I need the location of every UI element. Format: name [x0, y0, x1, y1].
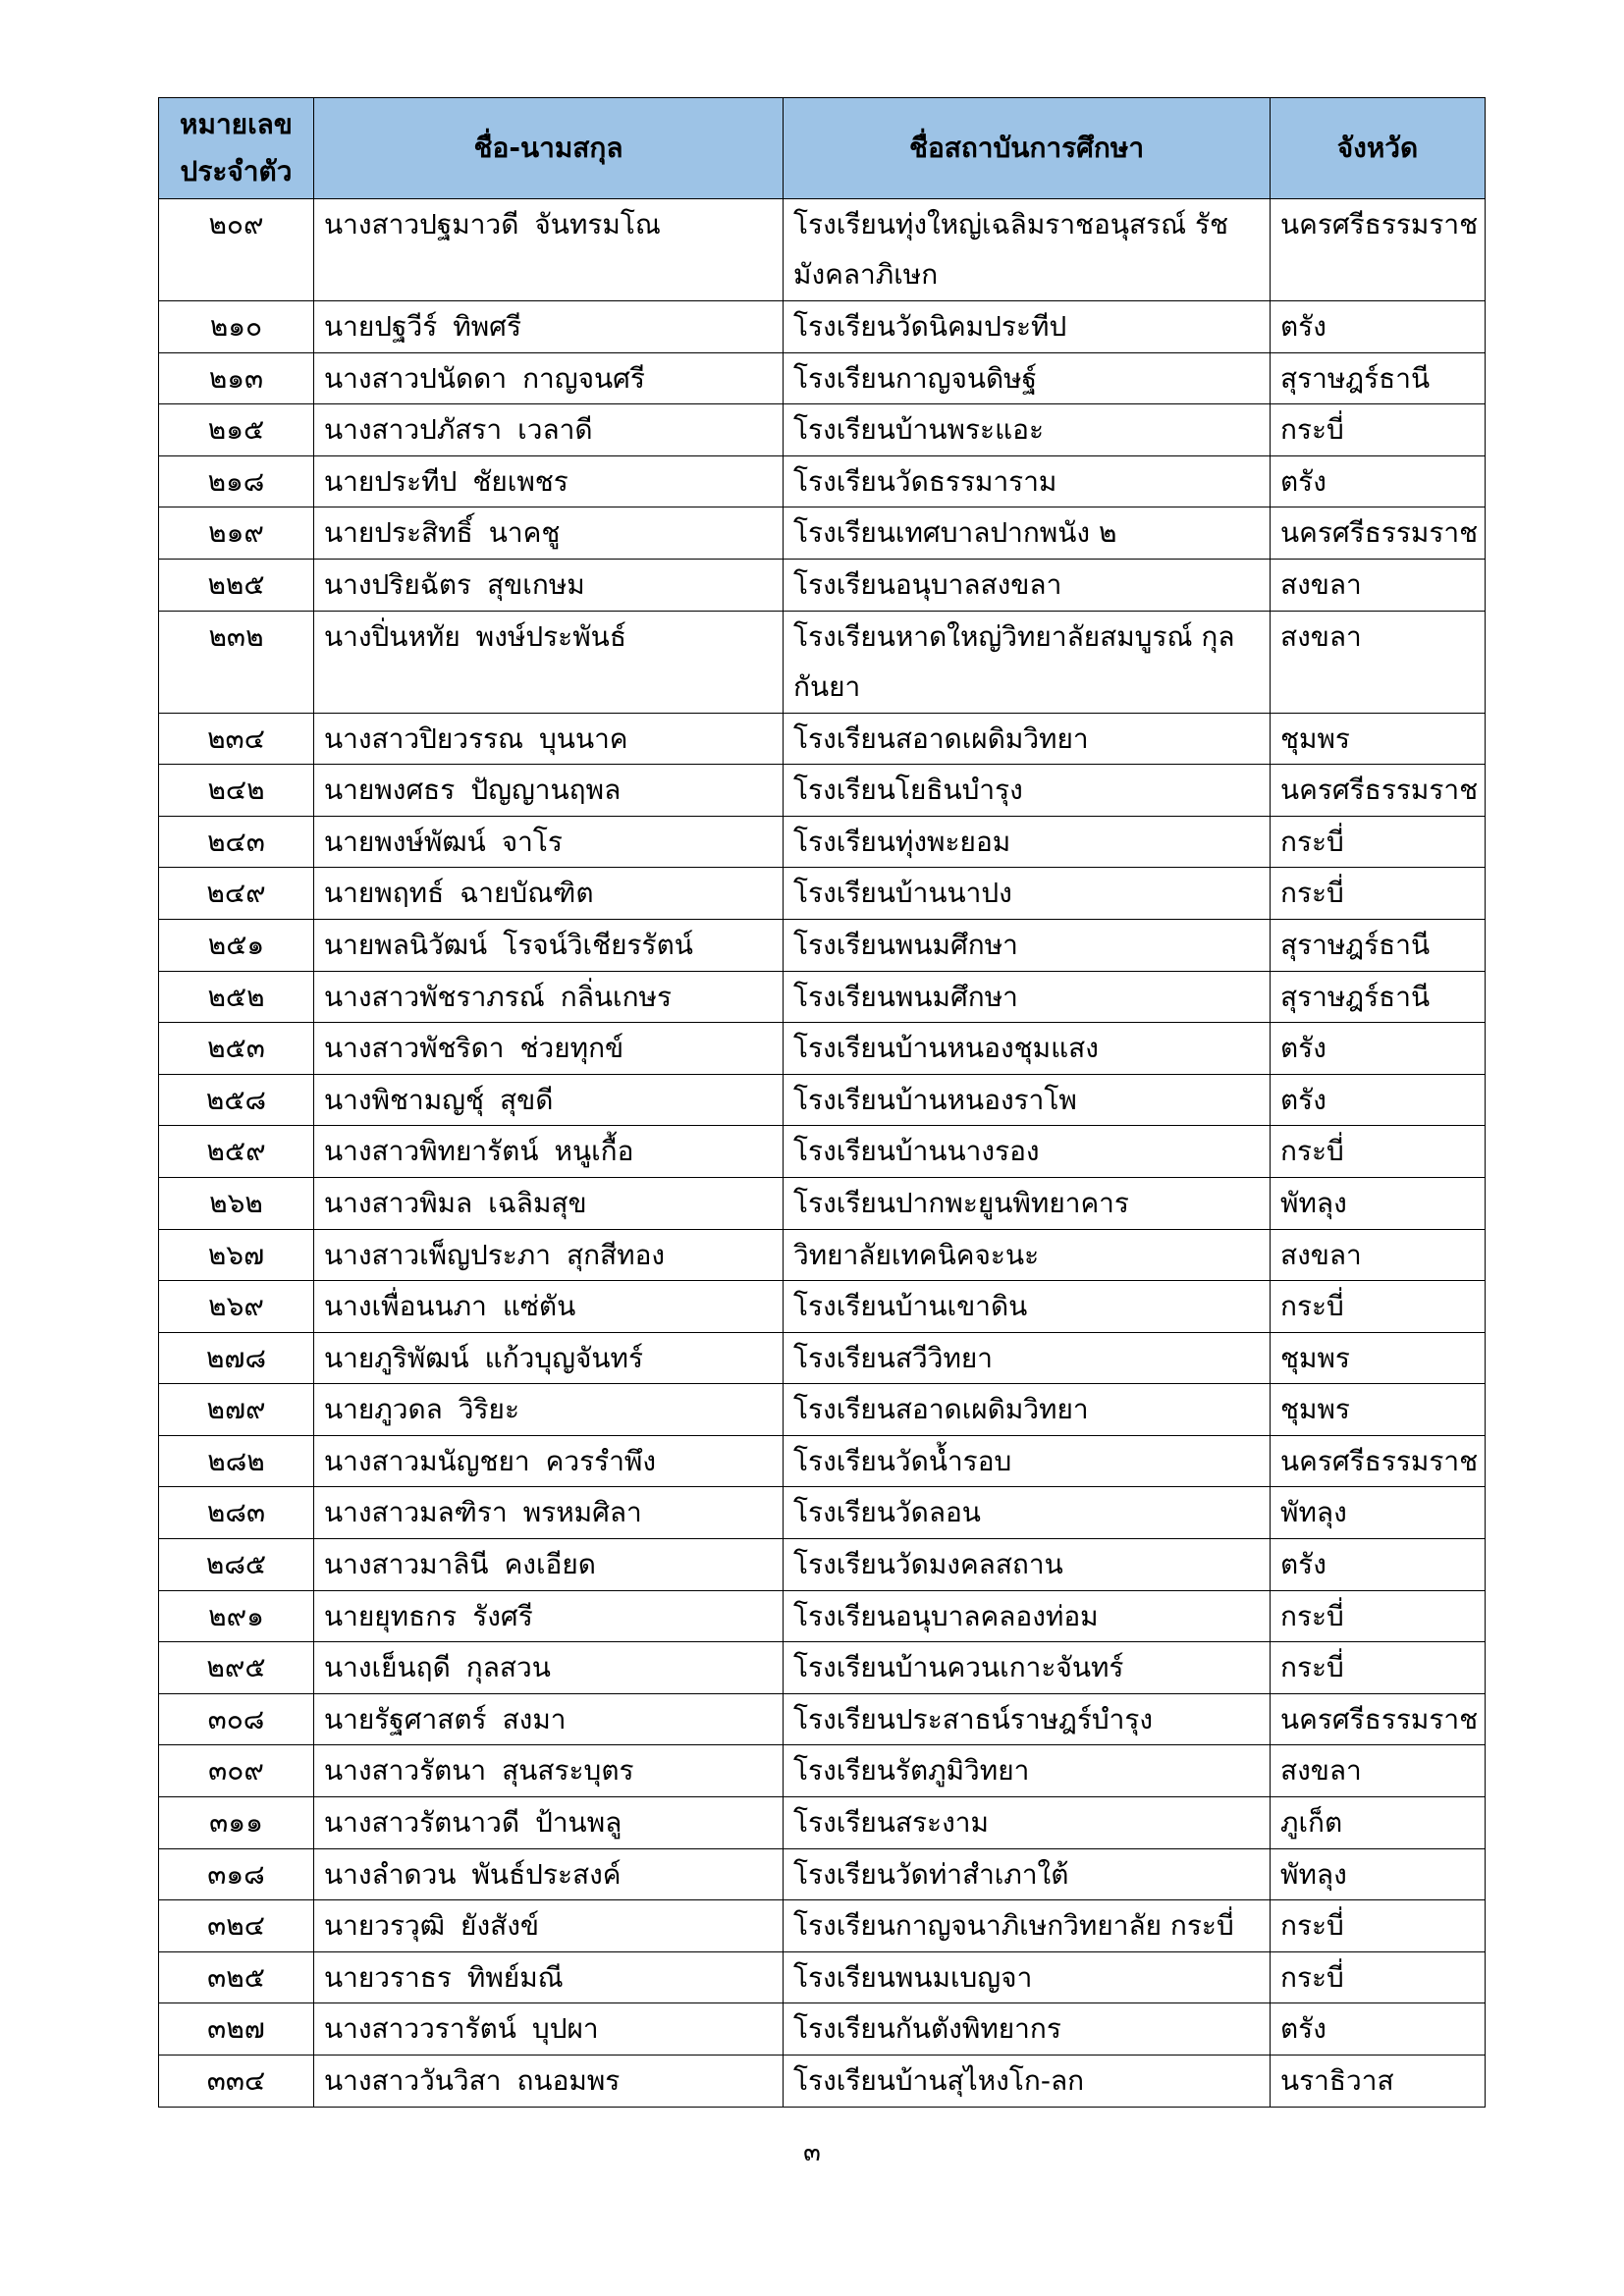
first-name: นายภูวดล: [324, 1393, 443, 1426]
cell-id: ๒๑๕: [159, 404, 314, 456]
cell-name: [314, 559, 784, 611]
first-name: นายประสิทธิ์: [324, 516, 473, 550]
cell-province: กระบี่: [1271, 1642, 1486, 1694]
cell-name: [314, 301, 784, 353]
table-row: [159, 713, 1486, 765]
first-name: นางสาวพัชริดา: [324, 1032, 505, 1065]
last-name: ชัยเพชร: [472, 464, 568, 498]
table-row: [159, 1281, 1486, 1333]
header-province: จังหวัด: [1271, 98, 1486, 199]
last-name: กลิ่นเกษร: [560, 980, 673, 1013]
cell-school: โรงเรียนพนมศึกษา: [784, 971, 1271, 1023]
first-name: นางเพื่อนนภา: [324, 1290, 487, 1323]
cell-province: สุราษฎร์ธานี: [1271, 352, 1486, 404]
table-row: [159, 352, 1486, 404]
table-row: [159, 404, 1486, 456]
table-row: [159, 559, 1486, 611]
cell-name: [314, 2056, 784, 2108]
cell-id: ๒๕๒: [159, 971, 314, 1023]
last-name: ถนอมพร: [516, 2064, 621, 2097]
cell-name: [314, 1177, 784, 1229]
cell-name: [314, 507, 784, 560]
cell-name: [314, 404, 784, 456]
cell-name: [314, 765, 784, 817]
first-name: นางเย็นฤดี: [324, 1651, 451, 1684]
last-name: แก้วบุญจันทร์: [484, 1341, 644, 1374]
first-name: นายวราธร: [324, 1960, 452, 1994]
cell-name: [314, 1539, 784, 1591]
cell-id: ๒๗๘: [159, 1332, 314, 1384]
first-name: นางสาวรัตนา: [324, 1754, 487, 1788]
table-row: [159, 1951, 1486, 2003]
cell-id: ๓๐๘: [159, 1693, 314, 1745]
last-name: หนูเกื้อ: [554, 1135, 634, 1168]
cell-school: โรงเรียนบ้านนาปง: [784, 868, 1271, 920]
cell-school: โรงเรียนวัดนิคมประทีป: [784, 301, 1271, 353]
cell-id: ๒๓๔: [159, 713, 314, 765]
last-name: โรจน์วิเชียรรัตน์: [503, 928, 693, 961]
cell-province: พัทลุง: [1271, 1848, 1486, 1900]
cell-name: [314, 1435, 784, 1487]
cell-province: นครศรีธรรมราช: [1271, 1435, 1486, 1487]
last-name: จันทรมโณ: [534, 208, 661, 240]
first-name: นางสาวปนัดดา: [324, 361, 508, 395]
last-name: ทิพย์มณี: [466, 1960, 564, 1994]
cell-province: กระบี่: [1271, 1590, 1486, 1642]
header-school: ชื่อสถาบันการศึกษา: [784, 98, 1271, 199]
first-name: นางสาวมาลินี: [324, 1548, 489, 1581]
last-name: ฉายบัณฑิต: [460, 877, 594, 910]
cell-id: ๒๕๑: [159, 919, 314, 971]
first-name: นางลำดวน: [324, 1857, 457, 1891]
cell-province: กระบี่: [1271, 868, 1486, 920]
last-name: ทิพศรี: [453, 310, 521, 343]
last-name: ควรรำพึง: [545, 1444, 657, 1477]
table-row: [159, 971, 1486, 1023]
last-name: นาคชู: [488, 516, 561, 550]
table-row: [159, 455, 1486, 507]
table-row: [159, 919, 1486, 971]
first-name: นายรัฐศาสตร์: [324, 1702, 487, 1735]
cell-school: โรงเรียนวัดมงคลสถาน: [784, 1539, 1271, 1591]
cell-name: [314, 352, 784, 404]
cell-province: สุราษฎร์ธานี: [1271, 919, 1486, 971]
cell-province: ตรัง: [1271, 1539, 1486, 1591]
cell-province: ชุมพร: [1271, 1384, 1486, 1436]
last-name: รังศรี: [472, 1599, 533, 1632]
cell-id: ๒๐๙: [159, 199, 314, 301]
cell-id: ๒๘๒: [159, 1435, 314, 1487]
cell-province: นครศรีธรรมราช: [1271, 199, 1486, 301]
cell-id: ๒๒๕: [159, 559, 314, 611]
cell-school: วิทยาลัยเทคนิคจะนะ: [784, 1229, 1271, 1281]
cell-id: ๒๔๒: [159, 765, 314, 817]
cell-school: โรงเรียนบ้านควนเกาะจันทร์: [784, 1642, 1271, 1694]
table-row: [159, 2003, 1486, 2056]
cell-name: [314, 868, 784, 920]
first-name: นางสาวพัชราภรณ์: [324, 980, 545, 1013]
cell-school: โรงเรียนประสาธน์ราษฎร์บำรุง: [784, 1693, 1271, 1745]
last-name: ช่วยทุกข์: [519, 1032, 624, 1065]
cell-name: [314, 1487, 784, 1539]
cell-id: ๒๑๓: [159, 352, 314, 404]
cell-province: นครศรีธรรมราช: [1271, 1693, 1486, 1745]
table-row: [159, 2056, 1486, 2108]
first-name: นายปฐวีร์: [324, 310, 438, 343]
table-row: [159, 1023, 1486, 1075]
cell-name: [314, 1951, 784, 2003]
cell-province: นครศรีธรรมราช: [1271, 765, 1486, 817]
last-name: สุขเกษม: [487, 567, 585, 601]
first-name: นางสาวปภัสรา: [324, 413, 503, 447]
table-row: [159, 1487, 1486, 1539]
cell-province: ชุมพร: [1271, 713, 1486, 765]
cell-id: ๓๑๘: [159, 1848, 314, 1900]
table-row: [159, 868, 1486, 920]
first-name: นางสาววรารัตน์: [324, 2012, 516, 2046]
cell-school: โรงเรียนสอาดเผดิมวิทยา: [784, 1384, 1271, 1436]
last-name: พงษ์ประพันธ์: [475, 619, 626, 653]
first-name: นางสาวพิทยารัตน์: [324, 1135, 539, 1168]
cell-name: [314, 1848, 784, 1900]
cell-name: [314, 611, 784, 713]
first-name: นางปริยฉัตร: [324, 567, 472, 601]
cell-province: ตรัง: [1271, 455, 1486, 507]
cell-id: ๓๐๙: [159, 1745, 314, 1797]
first-name: นางสาวพิมล: [324, 1186, 473, 1219]
last-name: บุปผา: [531, 2012, 599, 2046]
cell-province: ตรัง: [1271, 2003, 1486, 2056]
first-name: นางสาวมนัญชยา: [324, 1444, 530, 1477]
cell-school: โรงเรียนวัดธรรมาราม: [784, 455, 1271, 507]
cell-province: กระบี่: [1271, 1951, 1486, 2003]
table-row: [159, 1177, 1486, 1229]
cell-id: ๒๖๙: [159, 1281, 314, 1333]
cell-province: กระบี่: [1271, 1281, 1486, 1333]
table-header-row: [159, 98, 1486, 199]
cell-school: โรงเรียนบ้านสุไหงโก-ลก: [784, 2056, 1271, 2108]
first-name: นายพงศธร: [324, 774, 456, 807]
cell-province: ตรัง: [1271, 1074, 1486, 1126]
cell-school: โรงเรียนปากพะยูนพิทยาคาร: [784, 1177, 1271, 1229]
cell-id: ๒๑๐: [159, 301, 314, 353]
cell-id: ๒๙๑: [159, 1590, 314, 1642]
cell-id: ๓๒๕: [159, 1951, 314, 2003]
header-id: หมายเลข ประจำตัว: [159, 98, 314, 199]
cell-province: กระบี่: [1271, 404, 1486, 456]
last-name: กุลสวน: [465, 1651, 551, 1684]
cell-school: โรงเรียนอนุบาลสงขลา: [784, 559, 1271, 611]
cell-name: [314, 1745, 784, 1797]
cell-province: กระบี่: [1271, 1126, 1486, 1178]
cell-id: ๒๕๓: [159, 1023, 314, 1075]
cell-id: ๓๑๑: [159, 1797, 314, 1849]
cell-province: พัทลุง: [1271, 1177, 1486, 1229]
cell-id: ๒๙๕: [159, 1642, 314, 1694]
cell-name: [314, 1229, 784, 1281]
cell-province: สุราษฎร์ธานี: [1271, 971, 1486, 1023]
last-name: ป้านพลู: [535, 1806, 623, 1840]
cell-id: ๒๗๙: [159, 1384, 314, 1436]
cell-school: โรงเรียนเทศบาลปากพนัง ๒: [784, 507, 1271, 560]
last-name: กาญจนศรี: [522, 361, 645, 395]
cell-province: สงขลา: [1271, 1745, 1486, 1797]
cell-name: [314, 1384, 784, 1436]
header-name: ชื่อ-นามสกุล: [314, 98, 784, 199]
table-row: [159, 765, 1486, 817]
first-name: นายภูริพัฒน์: [324, 1341, 469, 1374]
table-row: [159, 1848, 1486, 1900]
cell-name: [314, 1900, 784, 1952]
cell-school: โรงเรียนอนุบาลคลองท่อม: [784, 1590, 1271, 1642]
cell-province: สงขลา: [1271, 1229, 1486, 1281]
last-name: ปัญญานฤพล: [470, 774, 622, 807]
cell-school: โรงเรียนหาดใหญ่วิทยาลัยสมบูรณ์ กุลกันยา: [784, 611, 1271, 713]
table-row: [159, 1642, 1486, 1694]
table-row: [159, 1384, 1486, 1436]
first-name: นางสาวรัตนาวดี: [324, 1806, 520, 1840]
cell-school: โรงเรียนบ้านเขาดิน: [784, 1281, 1271, 1333]
last-name: พรหมศิลา: [522, 1496, 642, 1529]
cell-school: โรงเรียนทุ่งพะยอม: [784, 816, 1271, 868]
cell-id: ๓๓๔: [159, 2056, 314, 2108]
cell-school: โรงเรียนสอาดเผดิมวิทยา: [784, 713, 1271, 765]
cell-school: โรงเรียนพนมศึกษา: [784, 919, 1271, 971]
table-row: [159, 1435, 1486, 1487]
page-number: ๓: [803, 2138, 821, 2167]
cell-school: โรงเรียนกันตังพิทยากร: [784, 2003, 1271, 2056]
cell-province: ตรัง: [1271, 301, 1486, 353]
cell-name: [314, 455, 784, 507]
cell-school: โรงเรียนบ้านหนองราโพ: [784, 1074, 1271, 1126]
cell-name: [314, 1281, 784, 1333]
table-row: [159, 816, 1486, 868]
cell-school: โรงเรียนสวีวิทยา: [784, 1332, 1271, 1384]
table-row: [159, 199, 1486, 301]
first-name: นายพงษ์พัฒน์: [324, 825, 486, 858]
first-name: นางปิ่นหทัย: [324, 619, 460, 653]
cell-name: [314, 1797, 784, 1849]
cell-name: [314, 1332, 784, 1384]
cell-name: [314, 971, 784, 1023]
cell-province: กระบี่: [1271, 816, 1486, 868]
cell-province: สงขลา: [1271, 611, 1486, 713]
cell-province: ตรัง: [1271, 1023, 1486, 1075]
first-name: นางสาวปฐมาวดี: [324, 208, 519, 240]
last-name: คงเอียด: [504, 1548, 596, 1581]
table-row: [159, 1074, 1486, 1126]
cell-id: ๒๕๘: [159, 1074, 314, 1126]
cell-school: โรงเรียนพนมเบญจา: [784, 1951, 1271, 2003]
cell-school: โรงเรียนวัดลอน: [784, 1487, 1271, 1539]
cell-school: โรงเรียนบ้านหนองชุมแสง: [784, 1023, 1271, 1075]
cell-name: [314, 1590, 784, 1642]
cell-name: [314, 199, 784, 301]
cell-school: โรงเรียนทุ่งใหญ่เฉลิมราชอนุสรณ์ รัชมังคลาภิเษก: [784, 199, 1271, 301]
cell-name: [314, 713, 784, 765]
cell-name: [314, 1126, 784, 1178]
cell-name: [314, 919, 784, 971]
last-name: เวลาดี: [517, 413, 593, 447]
cell-school: โรงเรียนกาญจนดิษฐ์: [784, 352, 1271, 404]
first-name: นางสาวมลฑิรา: [324, 1496, 508, 1529]
last-name: บุนนาค: [539, 721, 628, 755]
cell-id: ๓๒๗: [159, 2003, 314, 2056]
last-name: จาโร: [501, 825, 563, 858]
cell-id: ๒๔๓: [159, 816, 314, 868]
cell-id: ๒๖๒: [159, 1177, 314, 1229]
last-name: สงมา: [502, 1702, 567, 1735]
table-row: [159, 1229, 1486, 1281]
cell-name: [314, 2003, 784, 2056]
cell-id: ๒๕๙: [159, 1126, 314, 1178]
last-name: สุนสระบุตร: [502, 1754, 634, 1788]
cell-id: ๒๘๓: [159, 1487, 314, 1539]
cell-school: โรงเรียนรัตภูมิวิทยา: [784, 1745, 1271, 1797]
cell-id: ๒๑๘: [159, 455, 314, 507]
last-name: สุขดี: [500, 1083, 554, 1116]
first-name: นางสาวปิยวรรณ: [324, 721, 524, 755]
cell-id: ๒๘๕: [159, 1539, 314, 1591]
cell-school: โรงเรียนสระงาม: [784, 1797, 1271, 1849]
last-name: แซ่ตัน: [502, 1290, 576, 1323]
table-row: [159, 1900, 1486, 1952]
table-row: [159, 507, 1486, 560]
cell-name: [314, 1023, 784, 1075]
first-name: นางพิชามญชุ์: [324, 1083, 485, 1116]
cell-school: โรงเรียนวัดน้ำรอบ: [784, 1435, 1271, 1487]
table-body: [159, 199, 1486, 2108]
table-row: [159, 611, 1486, 713]
cell-province: ภูเก็ต: [1271, 1797, 1486, 1849]
first-name: นายวรวุฒิ: [324, 1909, 446, 1943]
last-name: พันธ์ประสงค์: [471, 1857, 622, 1891]
cell-id: ๒๓๒: [159, 611, 314, 713]
table-row: [159, 1797, 1486, 1849]
cell-province: นครศรีธรรมราช: [1271, 507, 1486, 560]
first-name: นายพฤทธ์: [324, 877, 445, 910]
cell-id: ๓๒๔: [159, 1900, 314, 1952]
cell-province: สงขลา: [1271, 559, 1486, 611]
cell-name: [314, 816, 784, 868]
first-name: นายพลนิวัฒน์: [324, 928, 488, 961]
table-row: [159, 1693, 1486, 1745]
table-row: [159, 1590, 1486, 1642]
last-name: เฉลิมสุข: [488, 1186, 587, 1219]
cell-province: พัทลุง: [1271, 1487, 1486, 1539]
cell-province: นราธิวาส: [1271, 2056, 1486, 2108]
last-name: สุกสีทอง: [567, 1238, 666, 1271]
cell-school: โรงเรียนวัดท่าสำเภาใต้: [784, 1848, 1271, 1900]
table-row: [159, 1126, 1486, 1178]
table-row: [159, 1332, 1486, 1384]
table-row: [159, 301, 1486, 353]
cell-id: ๒๑๙: [159, 507, 314, 560]
first-name: นายยุทธกร: [324, 1599, 458, 1632]
cell-school: โรงเรียนโยธินบำรุง: [784, 765, 1271, 817]
cell-id: ๒๔๙: [159, 868, 314, 920]
last-name: ยังสังข์: [460, 1909, 540, 1943]
cell-name: [314, 1074, 784, 1126]
first-name: นางสาววันวิสา: [324, 2064, 502, 2097]
cell-province: กระบี่: [1271, 1900, 1486, 1952]
table-row: [159, 1745, 1486, 1797]
cell-school: โรงเรียนกาญจนาภิเษกวิทยาลัย กระบี่: [784, 1900, 1271, 1952]
first-name: นางสาวเพ็ญประภา: [324, 1238, 551, 1271]
table-row: [159, 1539, 1486, 1591]
cell-school: โรงเรียนบ้านนางรอง: [784, 1126, 1271, 1178]
participant-table: [158, 97, 1486, 2108]
last-name: วิริยะ: [458, 1393, 520, 1426]
cell-school: โรงเรียนบ้านพระแอะ: [784, 404, 1271, 456]
cell-id: ๒๖๗: [159, 1229, 314, 1281]
first-name: นายประทีป: [324, 464, 458, 498]
cell-province: ชุมพร: [1271, 1332, 1486, 1384]
cell-name: [314, 1642, 784, 1694]
cell-name: [314, 1693, 784, 1745]
